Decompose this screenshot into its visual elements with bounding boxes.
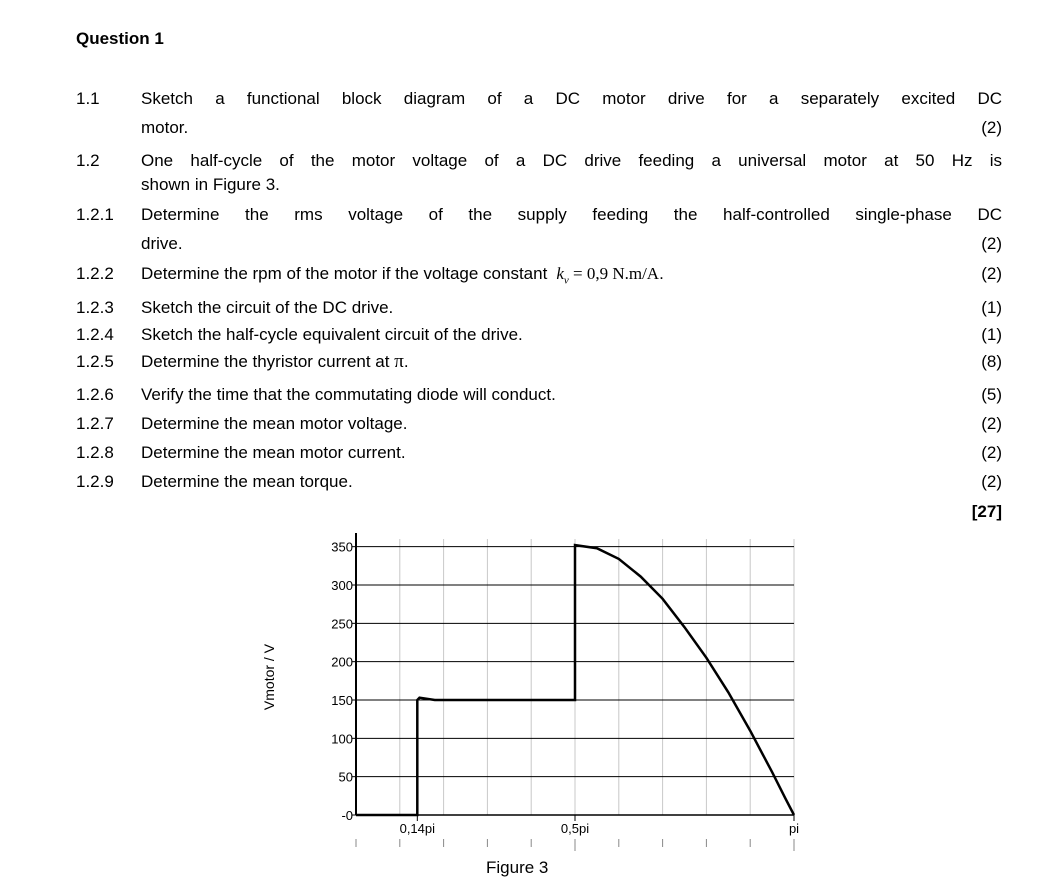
question-text-main: Determine the rpm of the motor if the voltage constant [141,264,548,283]
x-tick-label: 0,14pi [399,821,436,836]
question-mark: (2) [981,234,1002,253]
question-text: Verify the time that the commutating diode will conduct. [141,385,556,404]
y-tick-label: 50 [338,769,353,785]
question-mark: (2) [981,414,1002,433]
question-item [76,413,1002,435]
question-text: Determine the rms voltage of the supply feeding the half-controlled single-phase DC [141,205,1002,224]
question-item [76,384,1002,406]
question-number: 1.2.1 [76,205,114,224]
question-number: 1.2.5 [76,352,114,371]
question-item [76,88,1002,137]
question-number: 1.2.6 [76,385,114,404]
question-number: 1.2.7 [76,414,114,433]
question-mark: (1) [981,325,1002,344]
y-tick-label: 100 [331,731,353,747]
question-mark: (2) [981,472,1002,491]
question-text-end: . [659,264,664,283]
question-item [76,150,1002,194]
question-text-cont: drive. [141,234,183,253]
question-item [76,204,1002,256]
question-text-end: . [403,352,409,371]
x-tick-label: pi [788,821,800,836]
question-text: Sketch the circuit of the DC drive. [141,298,394,317]
question-mark: (5) [981,385,1002,404]
question-number: 1.2.4 [76,325,114,344]
y-tick-label: 350 [331,539,353,555]
motor-voltage-chart [230,528,810,856]
question-text: Determine the mean torque. [141,472,353,491]
question-text-main: Determine the thyristor current at [141,352,390,371]
question-text-cont: shown in Figure 3. [141,175,280,194]
math-subscript-v: v [563,274,569,287]
question-text: Determine the mean motor current. [141,443,406,462]
y-tick-label: 150 [331,693,353,708]
question-number: 1.2.9 [76,472,114,491]
pi-symbol: π [394,351,404,372]
question-number: 1.1 [76,89,100,108]
question-item [76,324,1002,346]
question-number: 1.2.3 [76,298,114,317]
y-tick-label: 300 [331,578,353,593]
question-heading: Question 1 [76,29,164,48]
question-text [141,351,1002,373]
question-mark: (8) [981,352,1002,371]
question-mark: (2) [981,443,1002,462]
question-item [76,297,1002,319]
question-item [76,351,1002,373]
question-mark: (2) [981,118,1002,137]
voltage-constant-formula [552,264,660,287]
math-value: = 0,9 N.m/A [573,264,660,283]
question-text: Sketch the half-cycle equivalent circuit of the drive. [141,325,523,344]
y-tick-label: 200 [331,654,353,670]
question-text: One half-cycle of the motor voltage of a DC drive feeding a universal motor at 50 Hz is [141,151,1002,170]
question-number: 1.2 [76,151,100,170]
y-axis-title: Vmotor / V [261,643,277,711]
y-tick-label: -0 [341,808,353,823]
figure-caption: Figure 3 [486,858,549,877]
question-item [76,471,1002,493]
question-mark: (2) [981,264,1002,283]
question-number: 1.2.2 [76,264,114,283]
question-text-cont: motor. [141,118,189,137]
question-item [76,263,1002,287]
question-item [76,442,1002,464]
question-number: 1.2.8 [76,443,114,462]
math-symbol-k: k [556,264,564,283]
question-text: Determine the mean motor voltage. [141,414,408,433]
question-text: Sketch a functional block diagram of a DC motor drive for a separately excited DC [141,89,1002,108]
question-mark: (1) [981,298,1002,317]
question-text [141,263,1002,291]
total-marks: [27] [971,502,1002,521]
y-tick-label: 250 [331,616,353,632]
x-tick-label: 0,5pi [560,821,590,836]
